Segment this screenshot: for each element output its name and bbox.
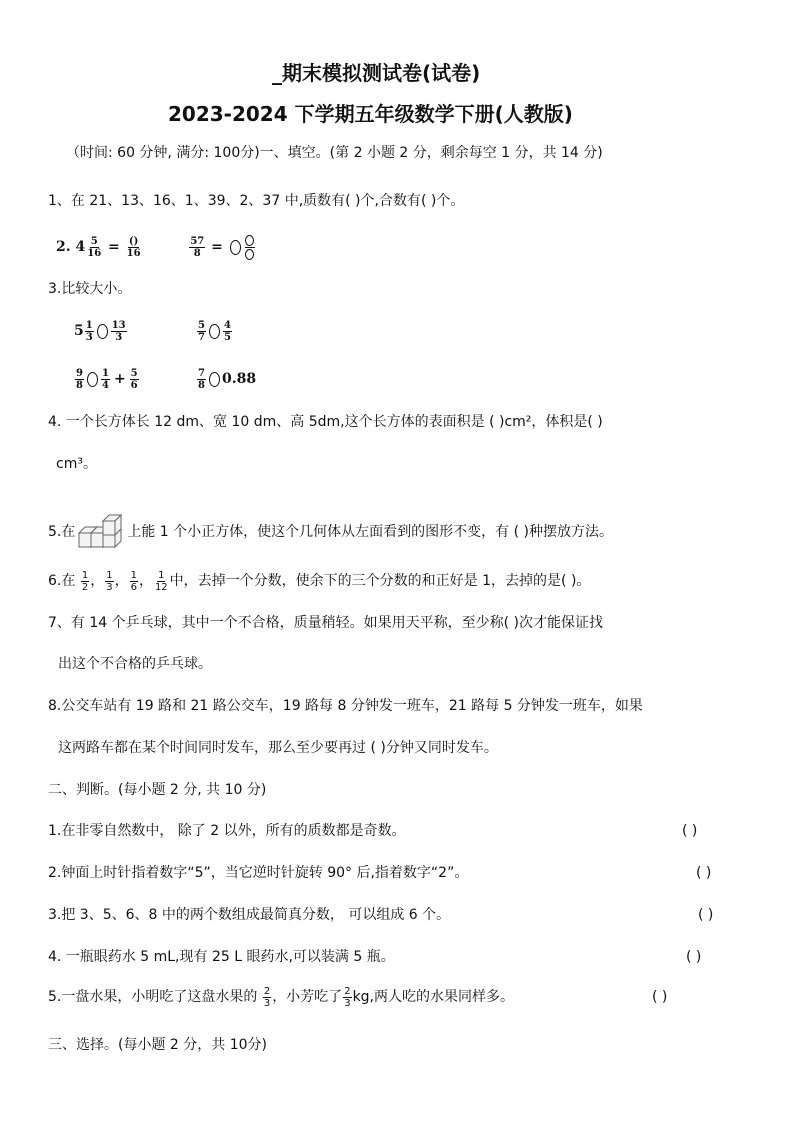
question-8-line-1: 8.公交车站有 19 路和 21 路公交车，19 路每 8 分钟发一班车，21 路每 5 分钟发一班车，如果 [48,698,643,714]
q6-frac-4 [154,570,169,593]
judge-q5-frac-1-num: 2 [263,985,271,997]
q6-frac-1 [81,570,89,593]
q2-frac-2-den: 16 [126,247,141,259]
q6-sep: ， [138,573,153,589]
question-5-pre: 5.在 [48,524,76,540]
q2-equals-2: = [211,239,223,255]
q2-frac-1 [86,236,102,259]
exam-title: _期末模拟测试卷(试卷) [272,61,481,85]
q3a-whole: 5 [74,323,84,339]
q3b-compare-circle[interactable] [209,324,220,339]
question-4-line-1: 4. 一个长方体长 12 dm、宽 10 dm、高 5dm,这个长方体的表面积是 ( )cm²，体积是( ) [48,414,603,430]
q3-compare-c [74,364,140,394]
q3a-frac-2-den: 3 [115,331,123,343]
q3c-frac-1-den: 8 [76,379,83,391]
q6-frac-1-den: 2 [81,581,89,593]
question-1: 1、在 21、13、16、1、39、2、37 中,质数有( )个,合数有( )个。 [48,193,465,209]
judge-item-2: 2.钟面上时针指着数字“5”，当它逆时针旋转 90° 后,指着数字“2”。 [48,865,469,881]
q3d-frac-1 [197,368,206,391]
question-6 [48,568,590,594]
judge-item-5 [48,984,514,1010]
question-6-pre: 6.在 [48,573,76,589]
q6-frac-4-den: 12 [154,581,168,593]
q3d-compare-circle[interactable] [209,372,220,387]
q3c-plus: + [113,371,126,387]
judge-q5-frac-1 [263,986,271,1009]
q2-frac-3-num: 57 [190,235,205,247]
judge-q5-frac-2 [343,986,351,1009]
q3-compare-b [196,316,233,346]
q3a-frac-2-num: 13 [111,319,126,331]
judge-item-3-blank[interactable]: ( ) [698,907,714,923]
question-5 [48,512,613,552]
judge-item-5-post: kg,两人吃的水果同样多。 [352,989,515,1005]
q3-compare-a [74,316,128,346]
q3b-frac-2-den: 5 [223,331,231,343]
q3a-frac-1 [85,320,94,343]
q3a-frac-1-num: 1 [85,319,93,331]
q6-frac-1-num: 1 [81,569,89,581]
q6-sep: ， [114,573,129,589]
q2-whole: 4 [75,239,86,255]
q3c-frac-1 [75,368,84,391]
q3c-frac-2 [101,368,110,391]
q3c-frac-1-num: 9 [76,367,83,379]
q3c-frac-3-num: 5 [130,367,138,379]
q3a-compare-circle[interactable] [97,324,108,339]
judge-q5-frac-1-den: 3 [263,997,271,1009]
q2-frac-2 [126,236,142,259]
q6-frac-2 [105,570,113,593]
q2-frac-2-num: () [128,235,139,247]
judge-item-1-blank[interactable]: ( ) [682,823,698,839]
q3d-frac-1-num: 7 [198,367,205,379]
cube-figure-icon [75,513,127,551]
q3a-frac-2 [111,320,127,343]
question-4-line-2: cm³。 [56,456,97,472]
q6-frac-3 [130,570,138,593]
q3b-frac-1-num: 5 [198,319,205,331]
q2-answer-circle[interactable] [230,240,241,255]
exam-info: （时间: 60 分钟, 满分: 100分)一、填空。(第 2 小题 2 分，剩余每空 1 分，共 14 分) [66,145,603,161]
judge-item-5-blank[interactable]: ( ) [652,989,668,1005]
q3c-frac-3 [130,368,139,391]
judge-item-5-mid: ，小芳吃了 [272,989,343,1005]
judge-item-2-blank[interactable]: ( ) [696,865,712,881]
q3-compare-d [196,364,256,394]
judge-item-4-blank[interactable]: ( ) [686,949,702,965]
choice-heading: 三、选择。(每小题 2 分，共 10分) [48,1037,267,1053]
q3d-frac-1-den: 8 [198,379,205,391]
question-3-label: 3.比较大小。 [48,281,132,297]
q2-frac-3-den: 8 [193,247,201,259]
exam-subtitle: 2023-2024 下学期五年级数学下册(人教版) [168,102,573,126]
question-2-label: 2. [56,239,71,255]
q3c-frac-2-den: 4 [101,379,109,391]
question-7-line-1: 7、有 14 个乒乓球，其中一个不合格，质量稍轻。如果用天平称，至少称( )次才能保证找 [48,615,603,631]
q2-frac-3 [189,236,205,259]
q6-frac-2-den: 3 [106,581,113,593]
question-6-post: 中，去掉一个分数，使余下的三个分数的和正好是 1，去掉的是( )。 [169,573,591,589]
q3d-value: 0.88 [221,371,257,387]
q6-frac-4-num: 1 [158,569,165,581]
judge-item-3: 3.把 3、5、6、8 中的两个数组成最简真分数， 可以组成 6 个。 [48,907,451,923]
q3c-compare-circle[interactable] [87,372,98,387]
q6-sep: ， [90,573,105,589]
q3b-frac-2 [223,320,232,343]
q6-frac-2-num: 1 [106,569,113,581]
judge-item-5-pre: 5.一盘水果，小明吃了这盘水果的 [48,989,258,1005]
q2-equals: = [108,239,120,255]
judge-item-4: 4. 一瓶眼药水 5 mL,现有 25 L 眼药水,可以装满 5 瓶。 [48,949,395,965]
question-8-line-2: 这两路车都在某个时间同时发车，那么至少要再过 ( )分钟又同时发车。 [58,740,498,756]
q3c-frac-3-den: 6 [130,379,138,391]
question-5-post: 上能 1 个小正方体，使这个几何体从左面看到的图形不变，有 ( )种摆放方法。 [127,524,613,540]
judge-heading: 二、判断。(每小题 2 分, 共 10 分) [48,782,267,798]
q2-answer-fraction-blank[interactable] [245,235,255,260]
question-2 [56,232,257,262]
q6-frac-3-num: 1 [130,569,137,581]
q3a-frac-1-den: 3 [85,331,93,343]
judge-q5-frac-2-den: 3 [344,997,351,1009]
q2-frac-1-num: 5 [90,235,98,247]
q3b-frac-1 [197,320,206,343]
judge-q5-frac-2-num: 2 [344,985,351,997]
q2-frac-1-den: 16 [87,247,102,259]
q3b-frac-2-num: 4 [223,319,231,331]
judge-item-1: 1.在非零自然数中， 除了 2 以外，所有的质数都是奇数。 [48,823,406,839]
q3b-frac-1-den: 7 [198,331,205,343]
q6-frac-3-den: 6 [130,581,137,593]
question-7-line-2: 出这个不合格的乒乓球。 [58,656,212,672]
q3c-frac-2-num: 1 [101,367,109,379]
